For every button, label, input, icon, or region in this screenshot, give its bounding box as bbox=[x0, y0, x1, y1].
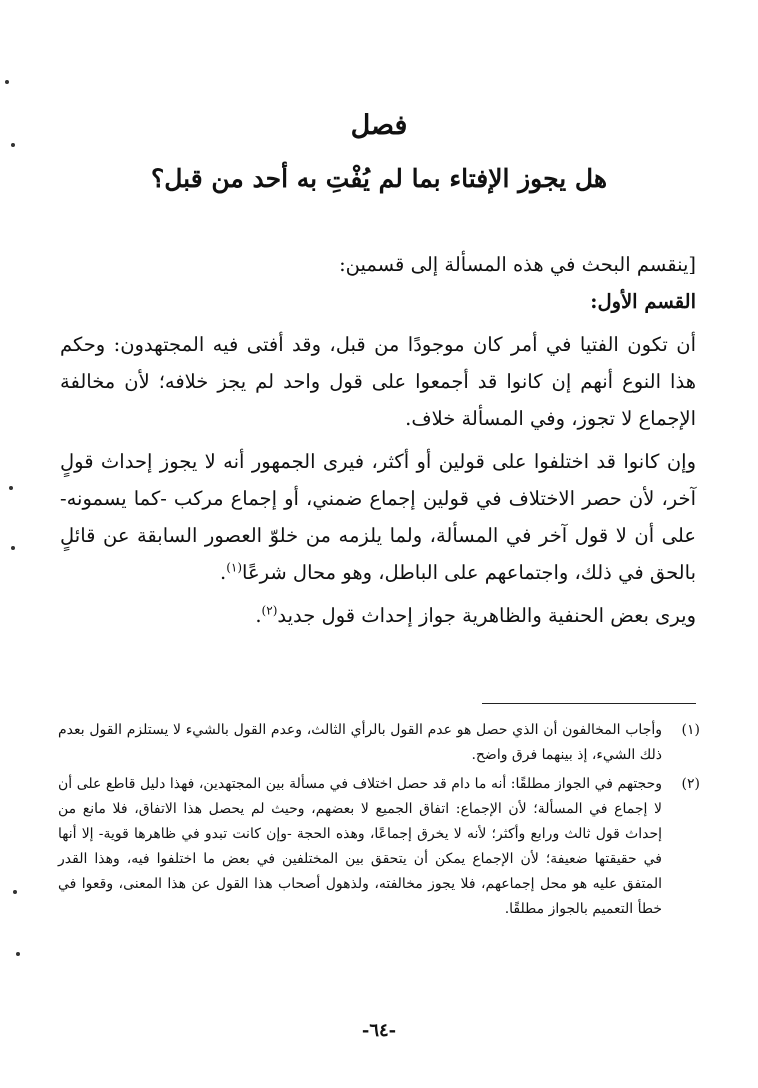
scan-mark bbox=[9, 486, 13, 490]
footnote-2-number: (٢) bbox=[681, 776, 700, 792]
paragraph-2-end: . bbox=[220, 561, 227, 584]
paragraph-3-end: . bbox=[255, 604, 262, 627]
footnote-separator bbox=[482, 703, 696, 704]
intro-line: [ينقسم البحث في هذه المسألة إلى قسمين: bbox=[339, 253, 696, 276]
scan-mark bbox=[16, 952, 20, 956]
footnote-ref-2: (٢) bbox=[261, 603, 278, 618]
scan-mark bbox=[11, 143, 15, 147]
paragraph-3-text: ويرى بعض الحنفية والظاهرية جواز إحداث قول جديد bbox=[277, 604, 696, 627]
paragraph-1: أن تكون الفتيا في أمر كان موجودًا من قبل، وقد أفتى فيه المجتهدون: وحكم هذا النوع أنهم إن كانوا قد أجمعوا على قول واحد لم يجز خلافه؛ لأن مخالفة الإجماع لا تجوز، وفي المسألة خلاف. bbox=[60, 333, 696, 430]
scan-mark bbox=[11, 546, 15, 550]
page-number: -٦٤- bbox=[361, 1020, 397, 1041]
paragraph-3 bbox=[60, 597, 696, 634]
footnote-2-text: وحجتهم في الجواز مطلقًا: أنه ما دام قد حصل اختلاف في مسألة بين المجتهدين، فهذا دليل قاطع على أن لا إجماع في المسألة؛ لأن الإجماع: اتفاق الجميع لا بعضهم، وحيث لم يحصل هذا الاتفاق، فلا مانع من إحداث قول ثالث ورابع وأكثر؛ لأنه لا يخرق إجماعًا، وهذه الحجة -وإن كانت تبدو في ظاهرها قوية- إلا أنها في حقيقتها ضعيفة؛ لأن الإجماع يمكن أن يتحقق بين المختلفين في بعض ما اختلفوا فيه، وهذا القدر المتفق عليه هو محل إجماعهم، فلا يجوز مخالفته، ولذهول أصحاب هذا القول عن هذا المعنى، وقعوا في خطأ التعميم بالجواز مطلقًا. bbox=[58, 776, 662, 917]
section-heading: فصل bbox=[350, 110, 408, 141]
question-heading: هل يجوز الإفتاء بما لم يُفْتِ به أحد من قبل؟ bbox=[150, 164, 608, 193]
part1-title: القسم الأول: bbox=[590, 290, 696, 313]
main-text bbox=[60, 246, 696, 640]
scan-mark bbox=[13, 890, 17, 894]
footnotes bbox=[58, 718, 700, 926]
paragraph-2 bbox=[60, 443, 696, 591]
footnote-1 bbox=[58, 718, 700, 768]
footnote-1-number: (١) bbox=[681, 722, 700, 738]
footnote-1-text: وأجاب المخالفون أن الذي حصل هو عدم القول بالرأي الثالث، وعدم القول بالشيء لا يستلزم القول بعدم ذلك الشيء، إذ بينهما فرق واضح. bbox=[58, 722, 662, 763]
footnote-2 bbox=[58, 772, 700, 922]
paragraph-2-text: وإن كانوا قد اختلفوا على قولين أو أكثر، فيرى الجمهور أنه لا يجوز إحداث قولٍ آخر، لأن حصر الاختلاف في قولين إجماع ضمني، أو إجماع مركب -كما يسمونه- على أن لا قول آخر في المسألة، ولما يلزمه من خلوّ العصور السابقة عن قائلٍ بالحق في ذلك، واجتماعهم على الباطل، وهو محال شرعًا bbox=[60, 450, 696, 584]
scan-mark bbox=[5, 80, 9, 84]
footnote-ref-1: (١) bbox=[226, 560, 243, 575]
